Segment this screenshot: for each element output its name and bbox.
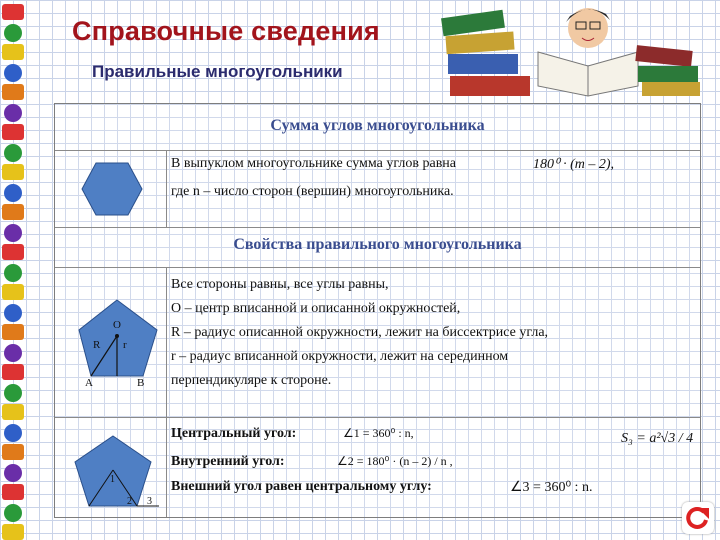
hexagon-figure bbox=[81, 162, 143, 216]
redo-arrow-icon bbox=[682, 502, 714, 534]
figure-label-small-r: r bbox=[123, 339, 127, 351]
decorative-bead bbox=[2, 84, 24, 100]
figure-label-b: B bbox=[137, 377, 145, 386]
decorative-bead bbox=[4, 464, 22, 482]
decorative-bead bbox=[2, 124, 24, 140]
figure-label-angle-2: 2 bbox=[127, 496, 132, 507]
figure-label-o: O bbox=[113, 319, 121, 331]
figure-label-angle-1: 1 bbox=[110, 474, 115, 485]
inner-angle-label: Внутренний угол: bbox=[171, 454, 285, 469]
angle-sum-text: В выпуклом многоугольнике сумма углов равна bbox=[171, 156, 457, 171]
row-divider bbox=[55, 150, 700, 151]
decorative-bead bbox=[2, 284, 24, 300]
pentagon-radii-figure bbox=[77, 296, 167, 386]
page-subtitle: Правильные многоугольники bbox=[92, 62, 343, 81]
figure-label-angle-3: 3 bbox=[147, 496, 152, 507]
outer-angle-label: Внешний угол равен центральному углу: bbox=[171, 479, 432, 494]
outer-angle-formula: ∠3 = 360⁰ : n. bbox=[510, 480, 593, 495]
decorative-bead bbox=[2, 524, 24, 540]
angle-sum-note: где n – число сторон (вершин) многоугольника. bbox=[171, 184, 454, 199]
decorative-bead bbox=[4, 424, 22, 442]
decorative-bead bbox=[4, 144, 22, 162]
decorative-bead bbox=[4, 24, 22, 42]
central-angle-label: Центральный угол: bbox=[171, 426, 297, 441]
student-with-books-illustration bbox=[438, 4, 706, 100]
row-divider bbox=[55, 417, 700, 418]
decorative-bead bbox=[4, 344, 22, 362]
decorative-bead bbox=[4, 104, 22, 122]
decorative-bead bbox=[4, 64, 22, 82]
property-line-2: О – центр вписанной и описанной окружностей, bbox=[171, 301, 461, 316]
page-title: Справочные сведения bbox=[72, 16, 380, 46]
decorative-bead bbox=[4, 224, 22, 242]
section-title-properties: Свойства правильного многоугольника bbox=[233, 236, 522, 253]
row-divider bbox=[55, 267, 700, 268]
decorative-bead bbox=[2, 324, 24, 340]
decorative-bead bbox=[4, 184, 22, 202]
decorative-bead bbox=[4, 504, 22, 522]
property-line-1: Все стороны равны, все углы равны, bbox=[171, 277, 389, 292]
property-line-3: R – радиус описанной окружности, лежит на биссектрисе угла, bbox=[171, 325, 549, 340]
decorative-bead bbox=[4, 264, 22, 282]
triangle-area-formula: S₃ = a²√3 / 4 bbox=[621, 431, 694, 446]
redo-arrow-icon[interactable] bbox=[682, 502, 714, 534]
decorative-bead bbox=[2, 204, 24, 220]
reference-table bbox=[54, 103, 701, 518]
decorative-bead bbox=[2, 364, 24, 380]
decorative-bead bbox=[2, 444, 24, 460]
decorative-bead bbox=[2, 484, 24, 500]
decorative-bead bbox=[2, 164, 24, 180]
decorative-bead bbox=[2, 244, 24, 260]
inner-angle-formula: ∠2 = 180⁰ · (n – 2) / n , bbox=[337, 454, 453, 468]
row-divider bbox=[55, 227, 700, 228]
decorative-bead bbox=[2, 404, 24, 420]
property-line-5: перпендикуляре к стороне. bbox=[171, 373, 332, 388]
figure-label-a: A bbox=[85, 377, 93, 386]
decorative-bead-stripe bbox=[0, 0, 26, 540]
property-line-4: r – радиус вписанной окружности, лежит на серединном bbox=[171, 349, 509, 364]
pentagon-angles-figure bbox=[73, 434, 165, 518]
decorative-bead bbox=[2, 44, 24, 60]
central-angle-formula: ∠1 = 360⁰ : n, bbox=[343, 426, 414, 440]
decorative-bead bbox=[2, 4, 24, 20]
section-title-angle-sum: Сумма углов многоугольника bbox=[270, 117, 485, 134]
figure-label-big-r: R bbox=[93, 339, 101, 351]
angle-sum-formula: 180⁰ · (m – 2), bbox=[533, 157, 615, 172]
column-divider bbox=[166, 150, 167, 227]
decorative-bead bbox=[4, 304, 22, 322]
decorative-bead bbox=[4, 384, 22, 402]
